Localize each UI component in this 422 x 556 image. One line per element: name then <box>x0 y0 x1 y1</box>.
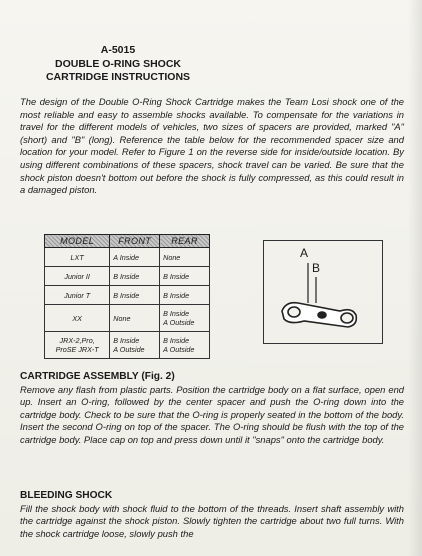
table-row <box>45 305 210 332</box>
rear-cell <box>160 305 210 332</box>
front-cell: A Inside <box>110 248 160 267</box>
rear-cell: B Inside <box>160 286 210 305</box>
model-cell: XX <box>45 305 110 332</box>
table-row <box>45 332 210 359</box>
table-row <box>45 267 210 286</box>
model-value-2: ProSE JRX-T <box>55 345 99 354</box>
model-cell: Junior T <box>45 286 110 305</box>
bleeding-shock-heading: BLEEDING SHOCK <box>20 490 113 501</box>
front-cell: None <box>110 305 160 332</box>
table-row <box>45 248 210 267</box>
figure-label-a: A <box>300 246 309 260</box>
front-cell: B Inside <box>110 286 160 305</box>
front-cell: B Inside <box>110 267 160 286</box>
col-model-header: MODEL <box>45 235 110 248</box>
cartridge-part-icon <box>282 303 356 327</box>
cartridge-drawing <box>264 241 382 343</box>
paper-edge-shadow <box>408 0 422 556</box>
col-front-header: FRONT <box>110 235 160 248</box>
rear-value: B Inside <box>163 309 190 318</box>
spacer-table-header <box>45 235 210 248</box>
intro-paragraph: The design of the Double O-Ring Shock Cartridge makes the Team Losi shock one of the most reliable and easy to assemble shocks available. To compensate for the variations in travel for the different models of vehicles, two sizes of spacers are provided, marked "A" (short) and "B" (long). Reference the table below for the recommended spacer size and location for your model. Refer to Figure 1 on the reverse side for inside/outside location. By using different combinations of these spacers, shock travel can be varied. Be sure that the shock piston doesn't bottom out before the shock is fully compressed, as this could result in a damaged piston. <box>20 96 404 196</box>
front-value: B Inside <box>113 336 140 345</box>
bleeding-shock-text: Fill the shock body with shock fluid to the bottom of the threads. Insert shaft assembly with the cartridge against the shock piston. Slowly tighten the cartridge about two full turns. With the shock cartridge loose, slowly push the <box>20 503 404 539</box>
spacer-figure <box>263 240 383 344</box>
rear-value-2: A Outside <box>163 345 195 354</box>
front-cell <box>110 332 160 359</box>
model-cell: LXT <box>45 248 110 267</box>
model-value: JRX-2,Pro, <box>59 336 95 345</box>
rear-cell: B Inside <box>160 267 210 286</box>
rear-value-2: A Outside <box>163 318 195 327</box>
rear-cell: None <box>160 248 210 267</box>
col-rear-header: REAR <box>160 235 210 248</box>
document-title: CARTRIDGE INSTRUCTIONS <box>45 71 191 83</box>
part-number: A-5015 <box>100 44 136 56</box>
spacer-table <box>44 234 210 359</box>
front-value-2: A Outside <box>113 345 145 354</box>
rear-cell <box>160 332 210 359</box>
cartridge-assembly-heading: CARTRIDGE ASSEMBLY (Fig. 2) <box>20 371 175 382</box>
model-cell <box>45 332 110 359</box>
document-header <box>18 44 218 85</box>
model-cell: Junior II <box>45 267 110 286</box>
table-row <box>45 286 210 305</box>
rear-value: B Inside <box>163 336 190 345</box>
product-title: DOUBLE O-RING SHOCK <box>55 57 181 70</box>
cartridge-assembly-text: Remove any flash from plastic parts. Position the cartridge body on a flat surface, open end up. Insert an O-ring, followed by the center spacer and push the O-ring down into the cartridge body. Check to be sure that the O-ring is properly seated in the bottom of the body. Insert the second O-ring on top of the spacer. The O-ring should be flush with the top of the cartridge body. Place cap on top and press down until it "snaps" onto the cartridge body. <box>20 384 404 445</box>
figure-label-b: B <box>312 261 321 275</box>
